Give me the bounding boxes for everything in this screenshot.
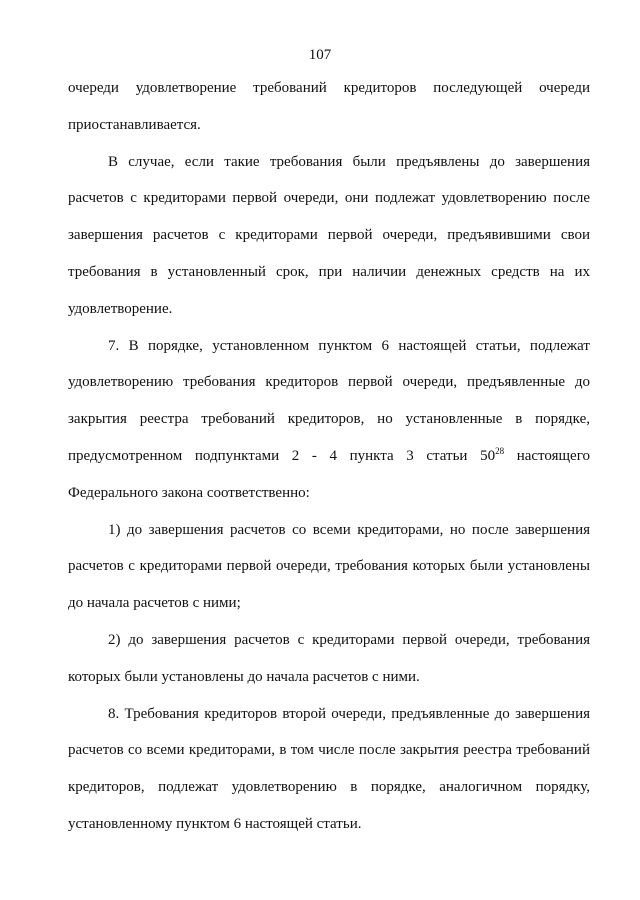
paragraph-item-8: 8. Требования кредиторов второй очереди, предъявленные до завершения расчетов со всеми кредиторами, в том числе после закрытия реестра требований кредиторов, подлежат удовлетворению в порядке, аналогичном порядку, установленному пунктом 6 настоящей статьи. (68, 705, 590, 832)
document-body (68, 70, 590, 843)
paragraph-case: В случае, если такие требования были предъявлены до завершения расчетов с кредиторами первой очереди, они подлежат удовлетворению после завершения расчетов с кредиторами первой очереди, предъявившими свои требования в установленный срок, при наличии денежных средств на их удовлетворение. (68, 153, 590, 317)
paragraph-item-7-tail: настоящего Федерального закона соответственно: (68, 447, 590, 501)
article-superscript: 28 (495, 445, 505, 456)
paragraph-continuation: очереди удовлетворение требований кредиторов последующей очереди приостанавливается. (68, 80, 590, 133)
paragraph-item-7 (68, 328, 590, 512)
paragraph-item-7-text: 7. В порядке, установленном пунктом 6 настоящей статьи, подлежат удовлетворению требования кредиторов первой очереди, предъявленные до закрытия реестра требований кредиторов, но установленные в порядке, предусмотренном подпунктами 2 - 4 пункта 3 статьи 50 (68, 337, 590, 464)
page-number: 107 (308, 47, 332, 63)
paragraph-subitem-1: 1) до завершения расчетов со всеми кредиторами, но после завершения расчетов с кредиторами первой очереди, требования которых были установлены до начала расчетов с ними; (68, 521, 590, 612)
paragraph-subitem-2: 2) до завершения расчетов с кредиторами первой очереди, требования которых были установлены до начала расчетов с ними. (68, 631, 590, 685)
